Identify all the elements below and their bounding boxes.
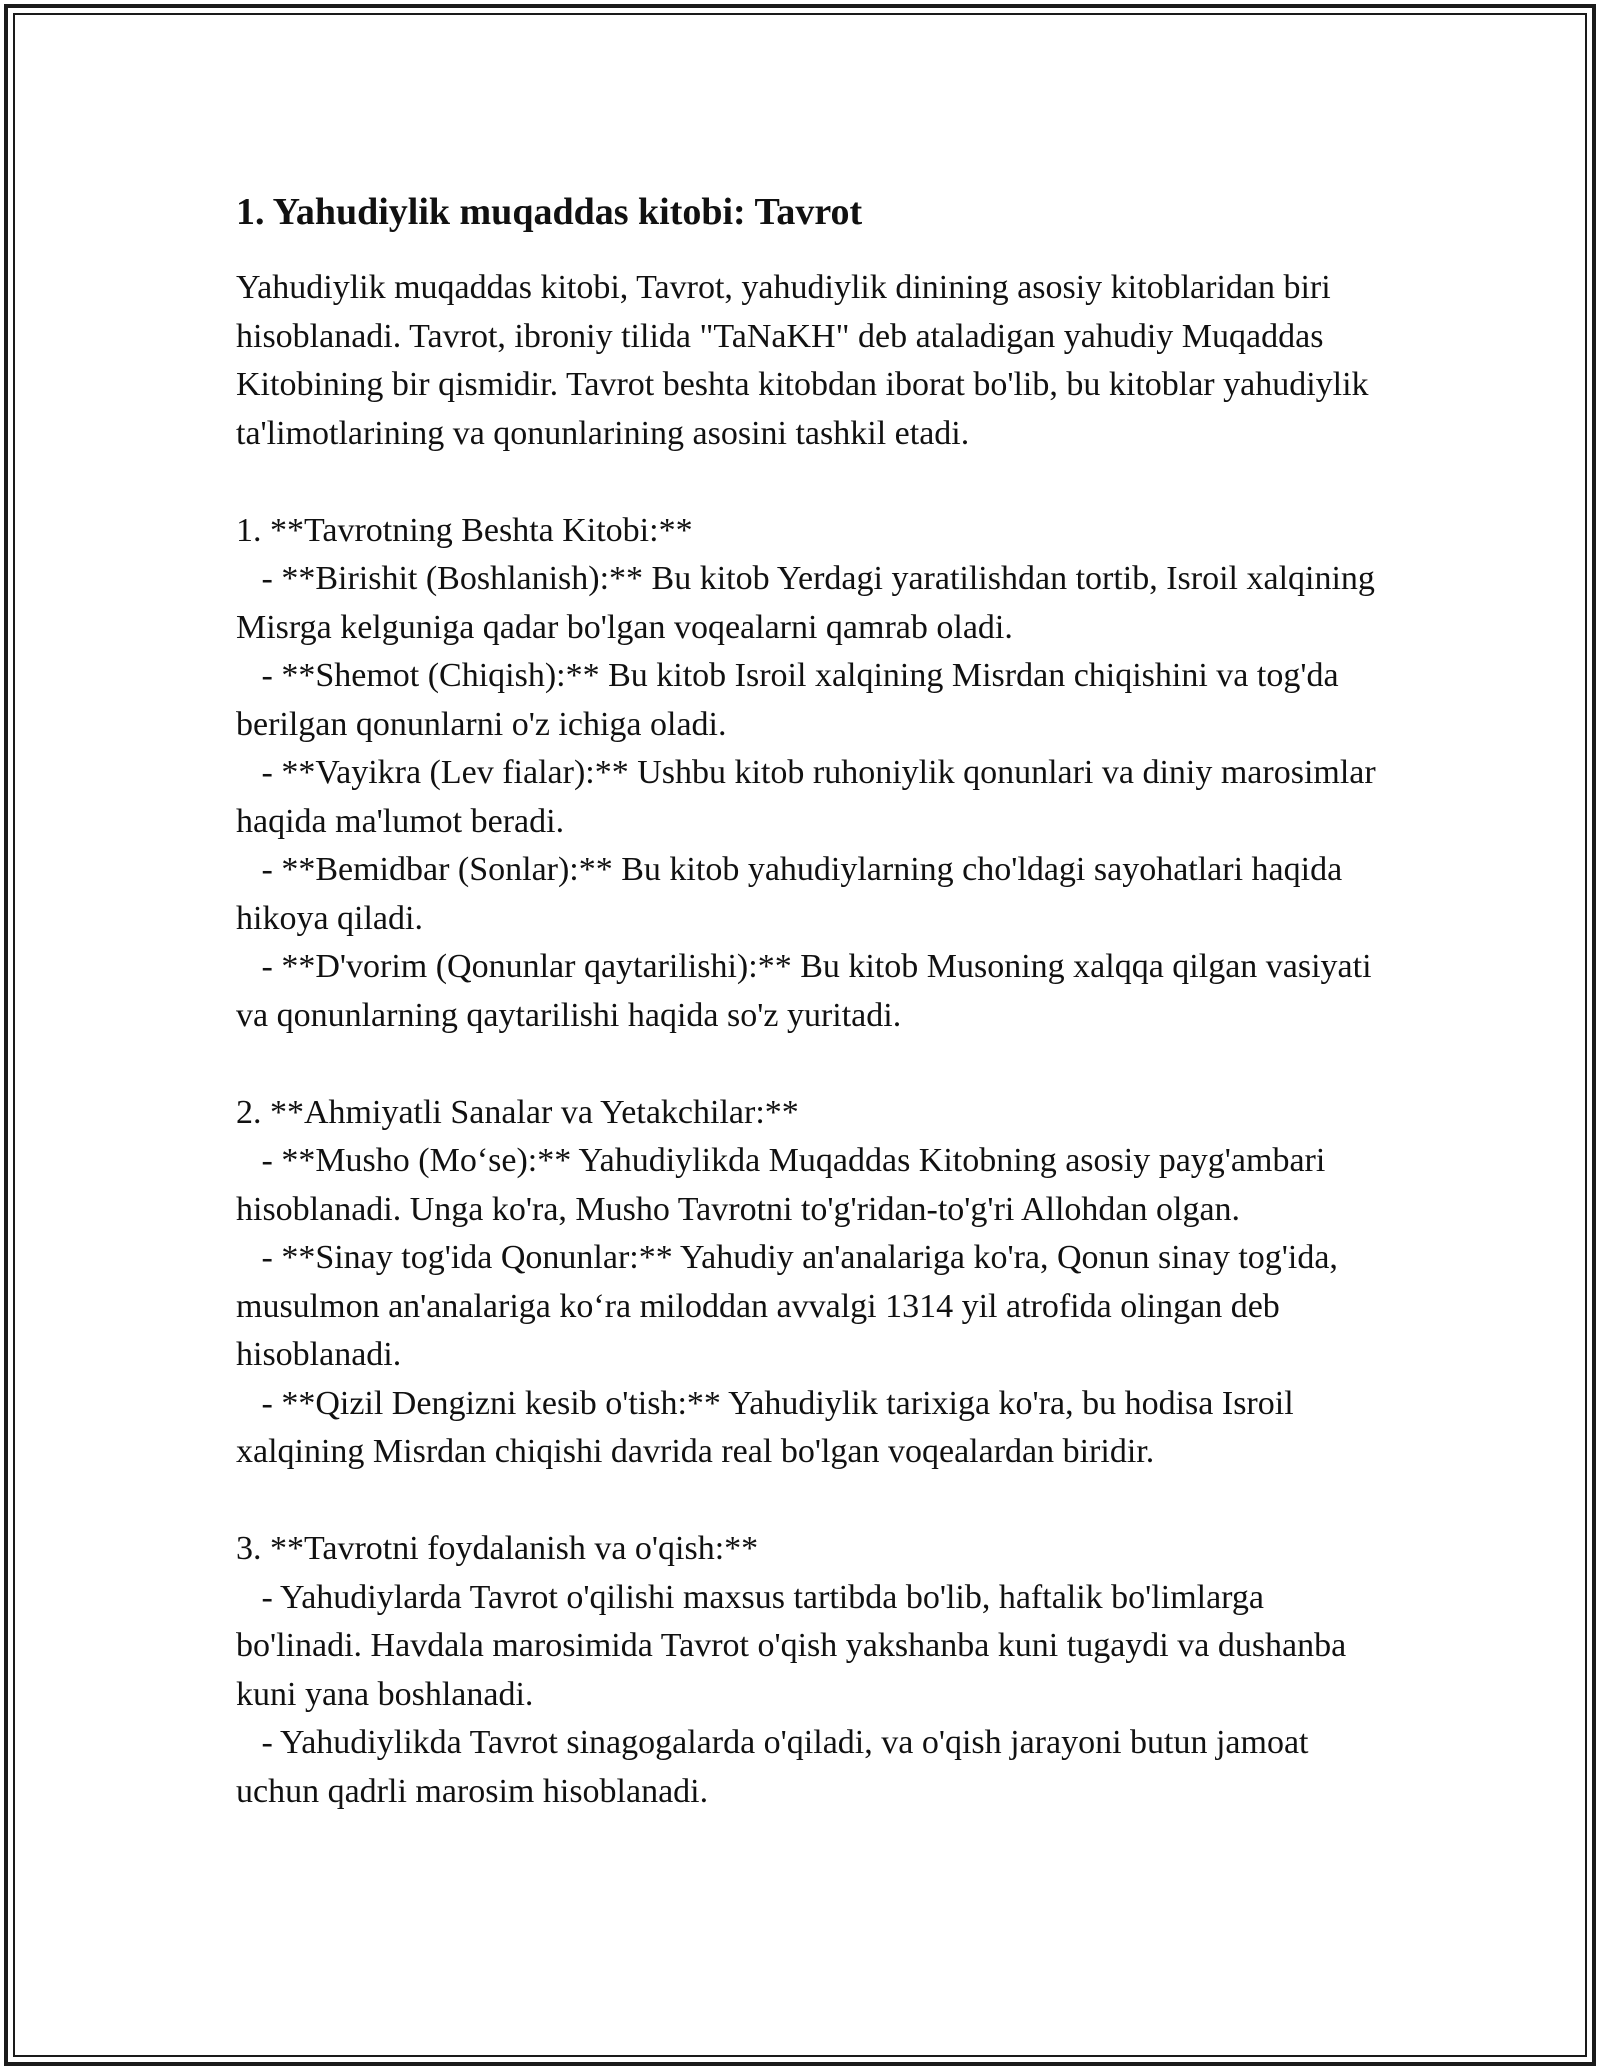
list-item: - **Shemot (Chiqish):** Bu kitob Isroil xalqining Misrdan chiqishini va tog'da berilgan qonunlarni o'z ichiga oladi. <box>236 657 1339 743</box>
document-title: 1. Yahudiylik muqaddas kitobi: Tavrot <box>236 191 863 233</box>
section-five-books <box>236 507 1376 1041</box>
list-item: - **Birishit (Boshlanish):** Bu kitob Yerdagi yaratilishdan tortib, Isroil xalqining Misrga kelguniga qadar bo'lgan voqealarni qamrab oladi. <box>236 560 1375 646</box>
list-item: - **Musho (Mo‘se):** Yahudiylikda Muqaddas Kitobning asosiy payg'ambari hisoblanadi. Unga ko'ra, Musho Tavrotni to'g'ridan-to'g'ri Allohdan olgan. <box>236 1142 1326 1228</box>
document-body <box>236 186 1376 1816</box>
section-dates-leaders <box>236 1089 1376 1477</box>
list-item: - Yahudiylarda Tavrot o'qilishi maxsus tartibda bo'lib, haftalik bo'limlarga bo'linadi. Havdala marosimida Tavrot o'qish yakshanba kuni tugaydi va dushanba kuni yana boshlanadi. <box>236 1578 1347 1713</box>
list-item: - **Sinay tog'ida Qonunlar:** Yahudiy an'analariga ko'ra, Qonun sinay tog'ida, musulmon an'analariga ko‘ra miloddan avvalgi 1314 yil atrofida olingan deb hisoblanadi. <box>236 1239 1338 1373</box>
list-item: - **Qizil Dengizni kesib o'tish:** Yahudiylik tarixiga ko'ra, bu hodisa Isroil xalqining Misrdan chiqishi davrida real bo'lgan voqealardan biridir. <box>236 1384 1294 1470</box>
list-item: - **D'vorim (Qonunlar qaytarilishi):** Bu kitob Musoning xalqqa qilgan vasiyati va qonunlarning qaytarilishi haqida so'z yuritadi. <box>236 948 1372 1034</box>
list-item: - Yahudiylikda Tavrot sinagogalarda o'qiladi, va o'qish jarayoni butun jamoat uchun qadrli marosim hisoblanadi. <box>236 1724 1309 1810</box>
list-item: - **Bemidbar (Sonlar):** Bu kitob yahudiylarning cho'ldagi sayohatlari haqida hikoya qiladi. <box>236 851 1343 937</box>
section-heading: 1. **Tavrotning Beshta Kitobi:** <box>236 511 693 549</box>
section-heading: 3. **Tavrotni foydalanish va o'qish:** <box>236 1530 759 1567</box>
intro-paragraph: Yahudiylik muqaddas kitobi, Tavrot, yahudiylik dinining asosiy kitoblaridan biri hisoblanadi. Tavrot, ibroniy tilida "TaNaKH" deb ataladigan yahudiy Muqaddas Kitobining bir qismidir. Tavrot beshta kitobdan iborat bo'lib, bu kitoblar yahudiylik ta'limotlarining va qonunlarining asosini tashkil etadi. <box>236 269 1369 452</box>
section-heading: 2. **Ahmiyatli Sanalar va Yetakchilar:** <box>236 1093 799 1131</box>
section-usage-reading <box>236 1525 1376 1816</box>
list-item: - **Vayikra (Lev fialar):** Ushbu kitob ruhoniylik qonunlari va diniy marosimlar haqida ma'lumot beradi. <box>236 754 1376 840</box>
